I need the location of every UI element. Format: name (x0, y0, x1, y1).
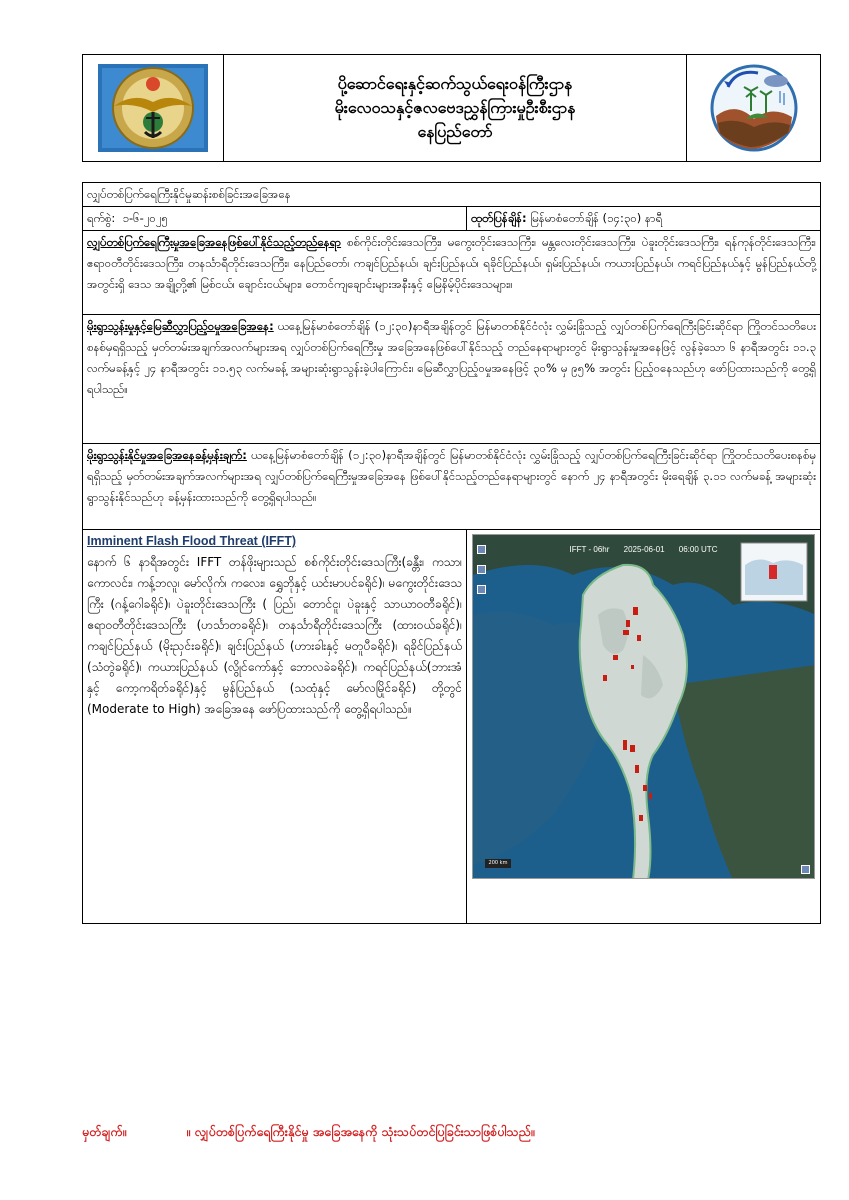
ministry-emblem-icon (96, 62, 210, 154)
map-info-button[interactable] (801, 865, 810, 874)
map-graphic (473, 535, 815, 879)
footer-note-text: ။ လျှပ်တစ်ပြက်ရေကြီးနိုင်မှု အခြေအနေကို သုံးသပ်တင်ပြခြင်းသာဖြစ်ပါသည်။ (186, 1124, 535, 1139)
ministry-name: ပို့ဆောင်ရေးနှင့်ဆက်သွယ်ရေးဝန်ကြီးဌာန (337, 74, 573, 93)
observed-conditions-section (83, 315, 821, 444)
map-time: 06:00 UTC (678, 545, 718, 554)
ifft-title: Imminent Flash Flood Threat (IFFT) (87, 534, 297, 548)
forecast-section (83, 444, 821, 530)
forecast-text: ယနေ့မြန်မာစံတော်ချိန် (၁၂:၃၀)နာရီအချိန်တွင် မြန်မာတစ်နိုင်ငံလုံး လွှမ်းခြုံသည့် လျှပ်တစ်ပြက်ရေကြီးခြင်းဆိုင်ရာ ကြိုတင်သတိပေးစနစ်မှ ရရှိသည့် မှတ်တမ်းအချက်အလက်များအရ လျှပ်တစ်ပြက်ရေကြီးမှုအခြေအနေ ဖြစ်ပေါ်နိုင်သည့်တည်နေရာများတွင် နောက် ၂၄ နာရီအတွင်း မိုးရေချိန် ၃.၁၁ လက်မခန့် အများဆုံး ရွာသွန်းနိုင်သည်ဟု ခန့်မှန်းထားသည်ကို တွေ့ရှိရပါသည်။ (87, 448, 816, 504)
date-cell (83, 207, 467, 231)
map-label: IFFT - 06hr (569, 545, 610, 554)
zoom-in-button[interactable] (477, 545, 486, 554)
footer-note-label: မှတ်ချက်။ (82, 1124, 127, 1139)
header-title-block (224, 55, 686, 161)
footer-note (82, 1124, 535, 1143)
ifft-description-cell (83, 530, 467, 924)
department-name: မိုးလေဝသနှင့်ဇလဗေဒညွှန်ကြားမှုဦးစီးဌာန (334, 98, 576, 117)
ifft-map-cell (467, 530, 821, 924)
ifft-text: နောက် ၆ နာရီအတွင်း IFFT တန်ဖိုးများသည် စစ်ကိုင်းတိုင်းဒေသကြီး(ခန္တီး၊ ကသာ၊ ကောလင်း၊ ကန့်ဘလူ၊ မော်လိုက်၊ ကလေး၊ ရွှေဘိုနှင့် ယင်းမာပင်ခရိုင်)၊ မကွေးတိုင်းဒေသကြီး (ဂန့်ဂေါခရိုင်)၊ ပဲခူးတိုင်းဒေသကြီး ( ပြည်၊ တောင်ငူ၊ ပဲခူးနှင့် သာယာဝတီခရိုင်)၊ ဧရာဝတီတိုင်းဒေသကြီး (ဟင်္သာတခရိုင်)၊ တနင်္သာရီတိုင်းဒေသကြီး (ထားဝယ်ခရိုင်)၊ ကချင်ပြည်နယ် (မိုးညှင်းခရိုင်)၊ ချင်းပြည်နယ် (ဟားခါးနှင့် မတူပီခရိုင်)၊ ရခိုင်ပြည်နယ် (သံတွဲခရိုင်)၊ ကယားပြည်နယ် (လွိုင်ကော်နှင့် ဘောလခဲခရိုင်)၊ ကရင်ပြည်နယ်(ဘားအံနှင့် ကော့ကရိတ်ခရိုင်)နှင့် မွန်ပြည်နယ် (သထုံနှင့် မော်လမြိုင်ခရိုင်) တို့တွင် (Moderate to High) အခြေအနေ ဖော်ပြထားသည်ကို တွေ့ရှိရပါသည်။ (87, 555, 462, 716)
issue-time-cell (467, 207, 821, 231)
forecast-label: မိုးရွာသွန်းနိုင်မှုအခြေအနေခန့်မှန်းချက်: (87, 448, 247, 462)
observed-conditions-label: မိုးရွာသွန်းမှုနှင့်မြေဆီလွှာပြည့်ဝမှုအခြေအနေ: (87, 319, 274, 333)
observed-conditions-text: ယနေ့မြန်မာစံတော်ချိန် (၁၂:၃၀)နာရီအချိန်တွင် မြန်မာတစ်နိုင်ငံလုံး လွှမ်းခြုံသည့် လျှပ်တစ်ပြက်ရေကြီးခြင်းဆိုင်ရာ ကြိုတင်သတိပေးစနစ်မှရရှိသည့် မှတ်တမ်းအချက်အလက်များအရ လျှပ်တစ်ပြက်ရေကြီးမှု အခြေအနေဖြစ်ပေါ်နိုင်သည့် တည်နေရာများတွင် မိုးရွာသွန်းမှုအနေဖြင့် လွန်ခဲ့သော ၆ နာရီအတွင်း ၁၁.၃ လက်မခန့်နှင့် ၂၄ နာရီအတွင်း ၁၁.၅၃ လက်မခန့် အများဆုံးရွာသွန်းခဲ့ပါကြောင်း၊ မြေဆီလွှာပြည့်ဝမှုအနေဖြင့် ၃၀% မှ ၉၅% အတွင်း ပြည့်ဝနေသည်ဟု ဖော်ပြထားသည်ကို တွေ့ရှိရပါသည်။ (87, 319, 817, 396)
report-title: လျှပ်တစ်ပြက်ရေကြီးနိုင်မှုဆန်းစစ်ခြင်းအခြေအနေ (83, 183, 821, 207)
affected-areas-section (83, 231, 821, 315)
city-name: နေပြည်တော် (417, 122, 493, 141)
hydrological-cycle-icon (706, 61, 802, 155)
ifft-map[interactable] (472, 534, 815, 879)
report-table (82, 182, 821, 924)
date-label: ရက်စွဲ: (87, 211, 116, 225)
date-value: ၁-၆-၂၀၂၅ (122, 211, 168, 225)
map-date: 2025-06-01 (623, 545, 665, 554)
issue-time-label: ထုတ်ပြန်ချိန်: (471, 211, 527, 225)
document-header (82, 54, 821, 162)
issue-time-value: မြန်မာစံတော်ချိန် (၁၄:၃၀) နာရီ (530, 211, 663, 225)
map-scale-bar: 200 km (485, 859, 511, 868)
layers-button[interactable] (477, 585, 486, 594)
zoom-out-button[interactable] (477, 565, 486, 574)
left-logo-cell (83, 55, 224, 161)
affected-areas-text: စစ်ကိုင်းတိုင်းဒေသကြီး၊ မကွေးတိုင်းဒေသကြီး၊ မန္တလေးတိုင်းဒေသကြီး၊ ပဲခူးတိုင်းဒေသကြီး၊ ရန်ကုန်တိုင်းဒေသကြီး၊ ဧရာဝတီတိုင်းဒေသကြီး၊ တနင်္သာရီတိုင်းဒေသကြီး၊ နေပြည်တော်၊ ကချင်ပြည်နယ်၊ ချင်းပြည်နယ်၊ ရခိုင်ပြည်နယ်၊ ရှမ်းပြည်နယ်၊ ကယားပြည်နယ်၊ ကရင်ပြည်နယ်နှင့် မွန်ပြည်နယ်တို့အတွင်းရှိ ဒေသ အချို့တို့၏ မြစ်ငယ်၊ ချောင်းငယ်များ၊ တောင်ကျချောင်းများအနီးနှင့် မြေနိမ့်ပိုင်းဒေသများ။ (87, 235, 817, 291)
map-caption (473, 539, 814, 560)
affected-areas-label: လျှပ်တစ်ပြက်ရေကြီးမှုအခြေအနေဖြစ်ပေါ်နိုင်သည့်တည်နေရာ (87, 235, 342, 249)
right-logo-cell (686, 55, 820, 161)
